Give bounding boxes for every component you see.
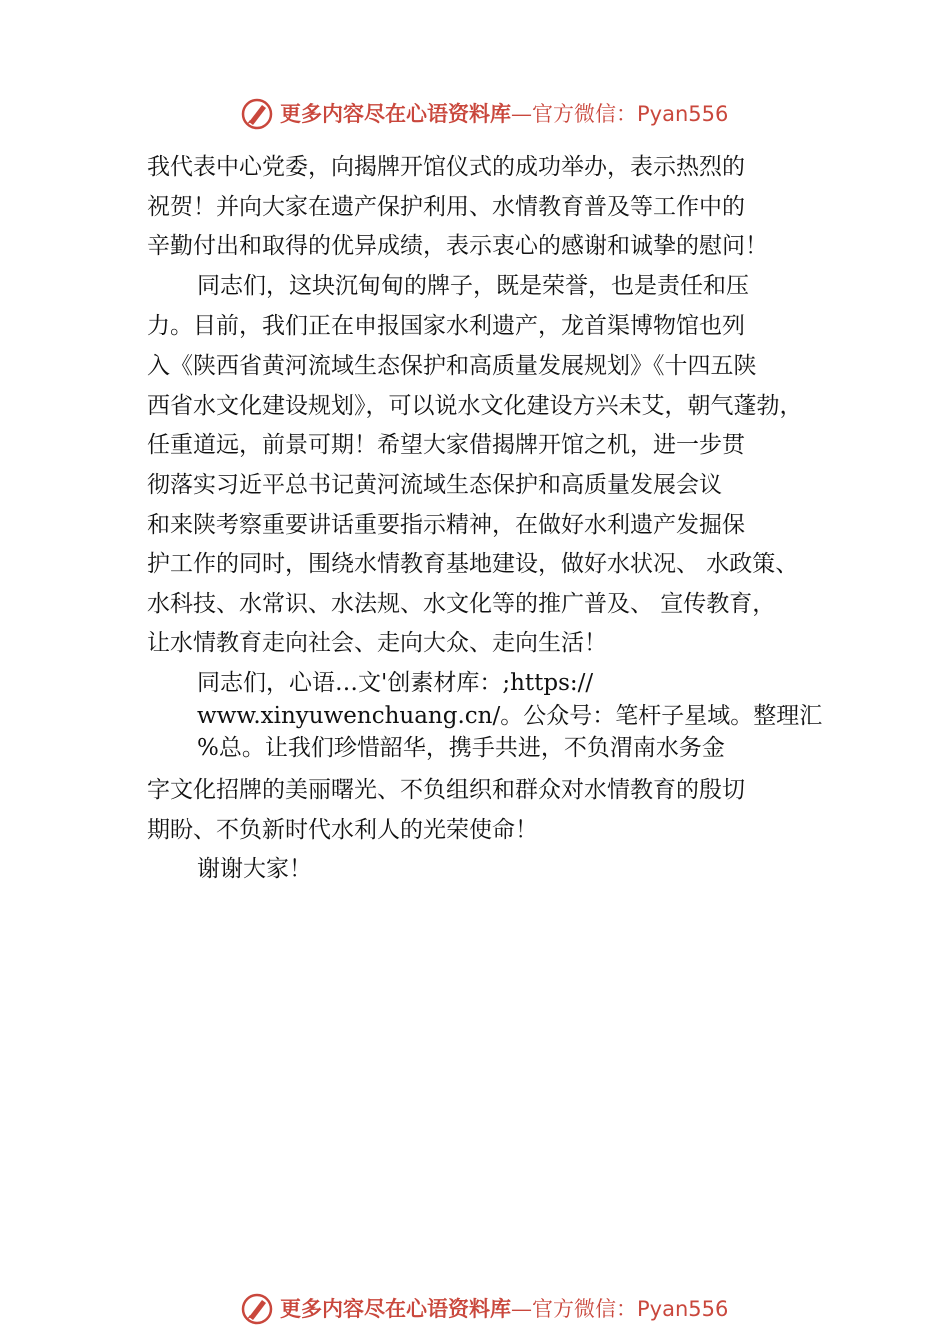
paragraph-line: 让水情教育走向社会、走向大众、走向生活！ [147, 630, 607, 656]
paragraph-line: 力。目前，我们正在申报国家水利遗产，龙首渠博物馆也列 [147, 313, 745, 339]
paragraph-line: 同志们，心语…文'创素材库：;https:// [197, 670, 594, 696]
banner-text [280, 99, 728, 129]
paragraph-line: %总。让我们珍惜韶华，携手共进，不负渭南水务金 [197, 735, 725, 761]
paragraph-line: 水科技、水常识、水法规、水文化等的推广普及、 宣传教育， [147, 591, 776, 617]
paragraph-line: 护工作的同时，围绕水情教育基地建设，做好水状况、 水政策、 [147, 551, 799, 577]
brush-pen-logo-icon [240, 1292, 274, 1326]
paragraph-line: www.xinyuwenchuang.cn/。公众号：笔杆子星域。整理汇 [197, 703, 823, 729]
paragraph-line: 祝贺！并向大家在遗产保护利用、水情教育普及等工作中的 [147, 194, 745, 220]
footer-banner [0, 1290, 950, 1330]
paragraph-line: 期盼、不负新时代水利人的光荣使命！ [147, 817, 538, 843]
paragraph-line: 西省水文化建设规划》，可以说水文化建设方兴未艾，朝气蓬勃， [147, 393, 803, 419]
banner-main: 更多内容尽在心语资料库 [280, 101, 511, 126]
brush-pen-logo-icon [240, 97, 274, 131]
banner-text [280, 1294, 728, 1324]
banner-dash: — [511, 102, 532, 126]
paragraph-line: 同志们，这块沉甸甸的牌子，既是荣誉，也是责任和压 [197, 273, 749, 299]
banner-wechat-label: 官方微信： [532, 102, 637, 126]
paragraph-line: 任重道远，前景可期！希望大家借揭牌开馆之机，进一步贯 [147, 432, 745, 458]
paragraph-line: 谢谢大家！ [197, 856, 312, 882]
banner-dash: — [511, 1297, 532, 1321]
paragraph-line: 我代表中心党委，向揭牌开馆仪式的成功举办，表示热烈的 [147, 154, 745, 180]
paragraph-line: 彻落实习近平总书记黄河流域生态保护和高质量发展会议 [147, 472, 722, 498]
banner-main: 更多内容尽在心语资料库 [280, 1296, 511, 1321]
paragraph-line: 字文化招牌的美丽曙光、不负组织和群众对水情教育的殷切 [147, 777, 745, 803]
banner-wechat-label: 官方微信： [532, 1297, 637, 1321]
header-banner [0, 95, 950, 135]
paragraph-line: 辛勤付出和取得的优异成绩，表示衷心的感谢和诚挚的慰问！ [147, 233, 768, 259]
banner-wechat-id: Pyan556 [637, 102, 729, 126]
paragraph-line: 和来陕考察重要讲话重要指示精神，在做好水利遗产发掘保 [147, 512, 745, 538]
banner-wechat-id: Pyan556 [637, 1297, 729, 1321]
paragraph-line: 入《陕西省黄河流域生态保护和高质量发展规划》《十四五陕 [147, 353, 757, 379]
